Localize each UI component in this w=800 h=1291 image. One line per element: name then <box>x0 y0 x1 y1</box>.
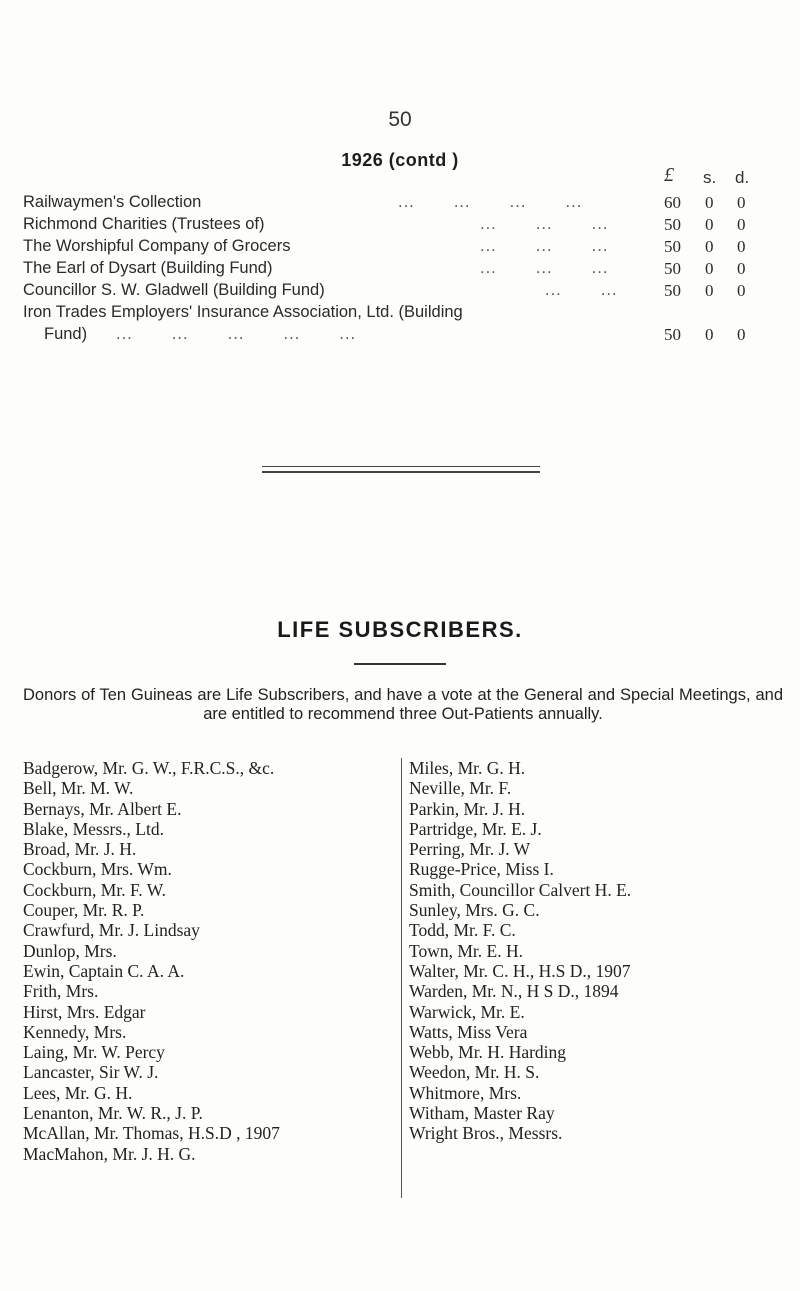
amount-shillings: 0 <box>705 325 714 344</box>
amount-pence: 0 <box>737 237 746 256</box>
subscriber-entry: Rugge-Price, Miss I. <box>409 859 554 880</box>
leader-dots: ... ... ... <box>480 237 609 255</box>
subscriber-entry: Whitmore, Mrs. <box>409 1082 522 1103</box>
donor-name: Councillor S. W. Gladwell (Building Fund) <box>23 281 325 299</box>
amount-shillings: 0 <box>705 237 714 256</box>
amount-shillings: 0 <box>705 215 714 234</box>
shillings-column-header: s. <box>703 168 717 187</box>
subscriber-entry: Witham, Master Ray <box>409 1103 555 1124</box>
page-number: 50 <box>388 108 412 131</box>
leader-dots: ... ... ... ... <box>398 193 583 211</box>
amount-shillings: 0 <box>705 259 714 278</box>
subscriber-entry: McAllan, Mr. Thomas, H.S.D , 1907 <box>23 1123 280 1144</box>
intro-paragraph: Donors of Ten Guineas are Life Subscribers, and have a vote at the General and Special Meetings, and are entitled to recommend three Out-Patients annually. <box>23 686 783 723</box>
donation-row <box>0 325 800 347</box>
section-title: LIFE SUBSCRIBERS. <box>277 617 523 642</box>
subscriber-entry: Lees, Mr. G. H. <box>23 1082 133 1103</box>
amount-pounds: 50 <box>664 281 681 300</box>
subscriber-entry: Lancaster, Sir W. J. <box>23 1062 159 1083</box>
subscriber-entry: Sunley, Mrs. G. C. <box>409 900 540 921</box>
amount-pence: 0 <box>737 281 746 300</box>
subscriber-entry: Blake, Messrs., Ltd. <box>23 818 164 839</box>
donation-row <box>0 259 800 281</box>
subscriber-entry: Badgerow, Mr. G. W., F.R.C.S., &c. <box>23 758 275 778</box>
subscriber-entry: Warwick, Mr. E. <box>409 1001 525 1022</box>
subscriber-entry: Parkin, Mr. J. H. <box>409 798 526 819</box>
subscriber-entry: Ewin, Captain C. A. A. <box>23 960 185 981</box>
subscriber-entry: Crawfurd, Mr. J. Lindsay <box>23 920 200 941</box>
amount-pence: 0 <box>737 325 746 344</box>
section-divider <box>262 466 540 473</box>
subscriber-entry: Lenanton, Mr. W. R., J. P. <box>23 1103 203 1124</box>
subscriber-entry: Walter, Mr. C. H., H.S D., 1907 <box>409 960 631 981</box>
pence-column-header: d. <box>735 168 750 187</box>
subscriber-entry: Cockburn, Mrs. Wm. <box>23 859 172 880</box>
subscriber-entry: Weedon, Mr. H. S. <box>409 1062 540 1083</box>
donation-row <box>0 303 800 325</box>
amount-pounds: 50 <box>664 215 681 234</box>
leader-dots: ... ... ... <box>480 259 609 277</box>
subscriber-entry: Dunlop, Mrs. <box>23 940 117 961</box>
subscriber-entry: Laing, Mr. W. Percy <box>23 1042 165 1063</box>
amount-shillings: 0 <box>705 281 714 300</box>
subscribers-right-column <box>401 758 631 1198</box>
leader-dots: ... ... <box>545 281 618 299</box>
subscriber-entry: Neville, Mr. F. <box>409 778 512 799</box>
subscriber-entry: Wright Bros., Messrs. <box>409 1123 563 1144</box>
subscriber-entry: Hirst, Mrs. Edgar <box>23 1001 146 1022</box>
donation-row <box>0 193 800 215</box>
amount-pounds: 50 <box>664 237 681 256</box>
donor-name: The Earl of Dysart (Building Fund) <box>23 259 273 277</box>
subscriber-entry: Cockburn, Mr. F. W. <box>23 879 166 900</box>
leader-dots: ... ... ... <box>480 215 609 233</box>
donor-name-continued: Fund) <box>44 325 88 343</box>
subscribers-left-column <box>23 758 280 1164</box>
donor-name: Railwaymen's Collection <box>23 193 202 211</box>
subscriber-entry: Smith, Councillor Calvert H. E. <box>409 879 632 900</box>
subscriber-entry: Couper, Mr. R. P. <box>23 900 145 921</box>
donation-row <box>0 281 800 303</box>
amount-pence: 0 <box>737 215 746 234</box>
subscriber-entry: Frith, Mrs. <box>23 981 99 1002</box>
amount-pence: 0 <box>737 259 746 278</box>
title-underline <box>354 663 446 665</box>
subscriber-entry: Perring, Mr. J. W <box>409 839 531 860</box>
year-heading: 1926 (contd ) <box>341 150 459 170</box>
donor-name: Iron Trades Employers' Insurance Association, Ltd. (Building <box>23 303 463 321</box>
subscriber-entry: Miles, Mr. G. H. <box>409 758 526 778</box>
amount-pounds: 60 <box>664 193 681 212</box>
subscriber-entry: Broad, Mr. J. H. <box>23 839 137 860</box>
pounds-column-header: £ <box>664 164 674 186</box>
subscriber-entry: Partridge, Mr. E. J. <box>409 818 542 839</box>
subscriber-entry: Webb, Mr. H. Harding <box>409 1042 567 1063</box>
amount-pounds: 50 <box>664 259 681 278</box>
subscriber-entry: Bernays, Mr. Albert E. <box>23 798 182 819</box>
donation-row <box>0 237 800 259</box>
subscriber-entry: Warden, Mr. N., H S D., 1894 <box>409 981 619 1002</box>
subscriber-entry: Town, Mr. E. H. <box>409 940 523 961</box>
amount-pounds: 50 <box>664 325 681 344</box>
subscriber-entry: Kennedy, Mrs. <box>23 1021 127 1042</box>
donor-name: The Worshipful Company of Grocers <box>23 237 291 255</box>
subscriber-entry: Todd, Mr. F. C. <box>409 920 516 941</box>
amount-shillings: 0 <box>705 193 714 212</box>
subscriber-entry: MacMahon, Mr. J. H. G. <box>23 1143 196 1164</box>
donor-name: Richmond Charities (Trustees of) <box>23 215 265 233</box>
donation-row <box>0 215 800 237</box>
leader-dots: ... ... ... ... ... <box>116 325 357 343</box>
subscriber-entry: Watts, Miss Vera <box>409 1021 528 1042</box>
amount-pence: 0 <box>737 193 746 212</box>
subscriber-entry: Bell, Mr. M. W. <box>23 778 134 799</box>
